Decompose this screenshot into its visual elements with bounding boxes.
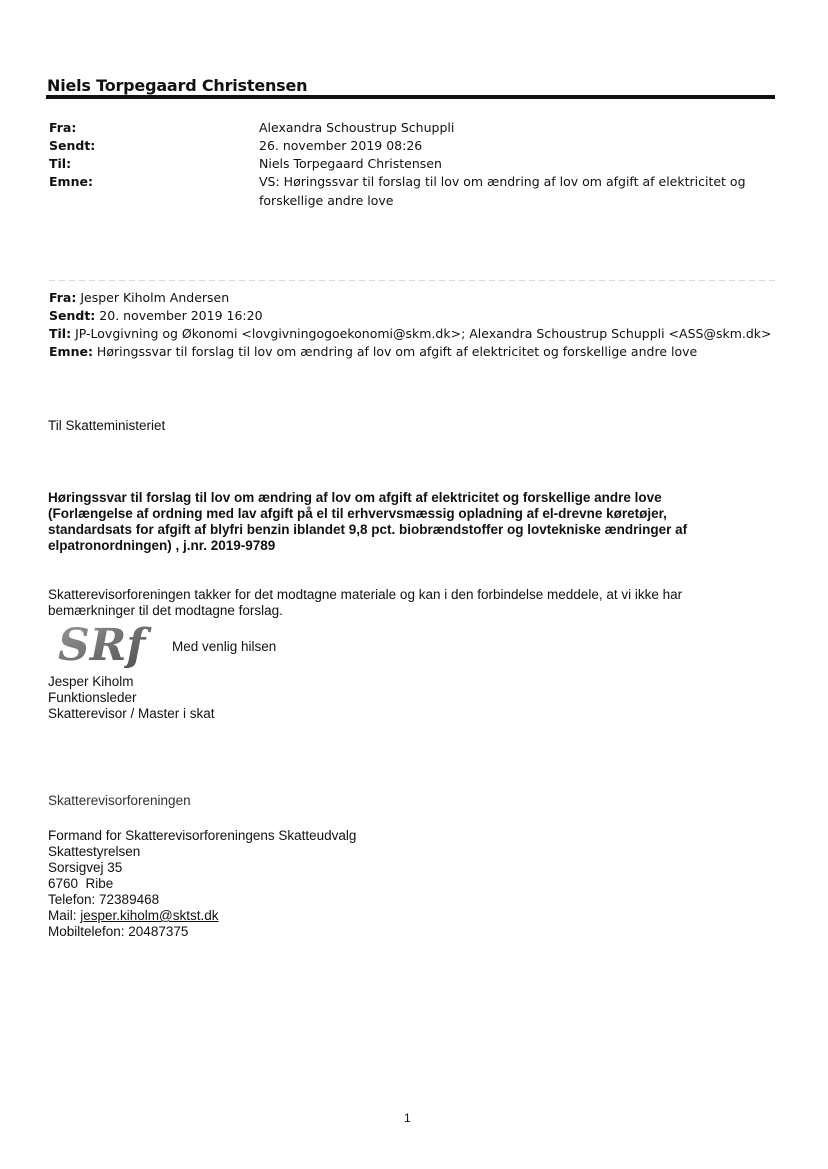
header-to-label: Til: [49,156,72,171]
closing: Med venlig hilsen [172,639,277,654]
header-sent-value: 26. november 2019 08:26 [259,138,423,153]
header-from-value: Alexandra Schoustrup Schuppli [259,120,455,135]
contact-mail-row: Mail: jesper.kiholm@sktst.dk [48,908,219,923]
forwarded-subject: Emne: Høringssvar til forslag til lov om ændring af lov om afgift af elektricitet og forskellige andre love [49,344,698,359]
org-name: Skatterevisorforeningen [48,793,191,808]
contact-phone: Telefon: 72389468 [48,892,160,907]
email-owner-name: Niels Torpegaard Christensen [47,76,308,95]
contact-mobile: Mobiltelefon: 20487375 [48,924,189,939]
srf-logo-icon [56,620,152,668]
contact-city: 6760 Ribe [48,876,114,891]
subject-title: Høringssvar til forslag til lov om ændring af lov om afgift af elektricitet og forskellige andre love (Forlængelse af ordning med lav afgift på el til erhvervsmæssig opladning af el-drevne køretøjer, standardsats for afgift af blyfri benzin iblandet 9,8 pct. biobrændstoffer og lovtekniske ændringer af elpatronordningen) , j.nr. 2019-9789 [48,490,688,553]
header-rule [46,95,775,99]
header-subject-label: Emne: [49,174,93,189]
header-from-label: Fra: [49,120,77,135]
svg-text:SRf: SRf [58,620,146,668]
signature-name: Jesper Kiholm [48,674,134,689]
forwarded-sent: Sendt: 20. november 2019 16:20 [49,308,263,323]
mail-link[interactable]: jesper.kiholm@sktst.dk [80,908,219,923]
greeting: Til Skatteministeriet [48,418,166,433]
contact-line-1: Formand for Skatterevisorforeningens Skatteudvalg [48,828,357,843]
page-number: 1 [404,1111,411,1125]
contact-line-2: Skattestyrelsen [48,844,141,859]
body-paragraph: Skatterevisorforeningen takker for det modtagne materiale og kan i den forbindelse meddele, at vi ikke har bemærkninger til det modtagne forslag. [48,587,683,618]
contact-address: Sorsigvej 35 [48,860,123,875]
separator-line [49,280,775,281]
header-subject-value: VS: Høringssvar til forslag til lov om ændring af lov om afgift af elektricitet og forskellige andre love [259,174,746,208]
signature-role: Skatterevisor / Master i skat [48,706,215,721]
header-to-value: Niels Torpegaard Christensen [259,156,442,171]
forwarded-from: Fra: Jesper Kiholm Andersen [49,290,230,305]
forwarded-to: Til: JP-Lovgivning og Økonomi <lovgivningogoekonomi@skm.dk>; Alexandra Schoustrup Schuppli <ASS@skm.dk> [49,326,772,341]
header-sent-label: Sendt: [49,138,96,153]
signature-title: Funktionsleder [48,690,137,705]
